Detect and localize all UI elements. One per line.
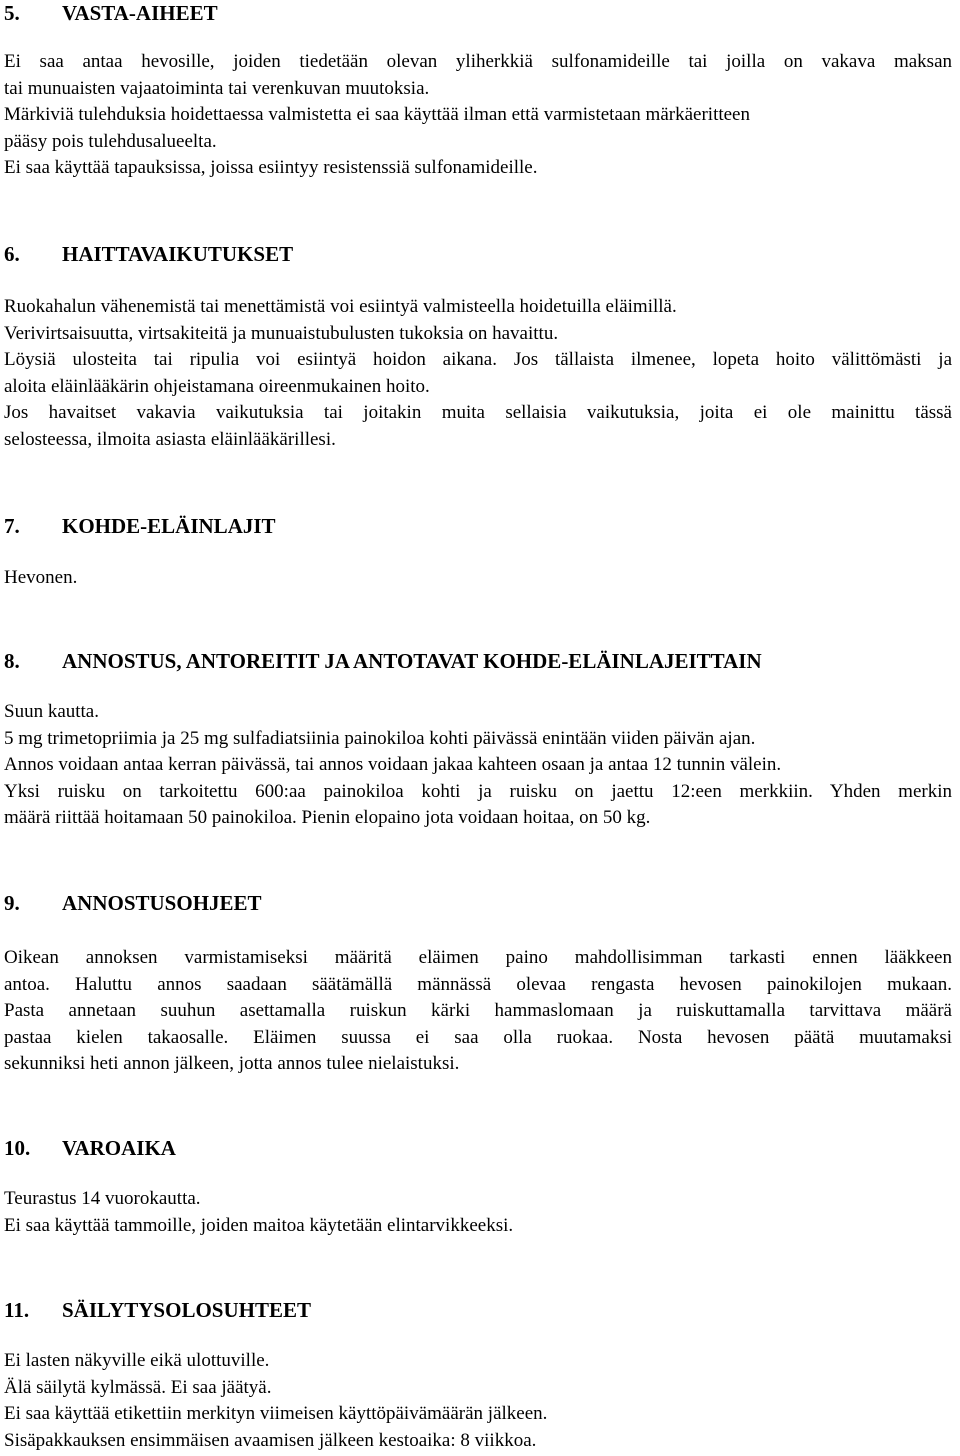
text-line: 5 mg trimetopriimia ja 25 mg sulfadiatsiinia painokiloa kohti päivässä enintään viiden päivän ajan. (4, 727, 756, 749)
text-line: Pasta annetaan suuhun asettamalla ruiskun kärki hammaslomaan ja ruiskuttamalla tarvittava määrä (4, 1000, 952, 1021)
section-adverse-effects (4, 241, 952, 450)
section-storage-conditions (4, 1297, 952, 1451)
text-line: aloita eläinlääkärin ohjeistamana oireenmukainen hoito. (4, 375, 430, 397)
section-number: 10. (4, 1136, 31, 1160)
text-line: Ei saa käyttää tammoille, joiden maitoa käytetään elintarvikkeeksi. (4, 1214, 514, 1236)
text-line: Ei saa antaa hevosille, joiden tiedetään olevan yliherkkiä sulfonamideille tai joilla on vakava maksan (4, 51, 952, 72)
section-title: SÄILYTYSOLOSUHTEET (62, 1298, 311, 1322)
text-line: Jos havaitset vakavia vaikutuksia tai joitakin muita sellaisia vaikutuksia, joita ei ole mainittu tässä (4, 402, 952, 423)
text-line: Yksi ruisku on tarkoitettu 600:aa painokiloa kohti ja ruisku on jaettu 12:een merkkiin. Yhden merkin (4, 780, 952, 802)
text-line: Verivirtsaisuutta, virtsakiteitä ja munuaistubulusten tukoksia on havaittu. (4, 322, 559, 344)
text-line: Annos voidaan antaa kerran päivässä, tai annos voidaan jakaa kahteen osaan ja antaa 12 tunnin välein. (4, 754, 782, 775)
text-line: sekunniksi heti annon jälkeen, jotta annos tulee nielaistuksi. (4, 1053, 460, 1074)
section-heading (4, 1297, 952, 1323)
section-heading (4, 241, 952, 267)
text-line: Märkiviä tulehduksia hoidettaessa valmistetta ei saa käyttää ilman että varmistetaan märkäeritteen (4, 104, 750, 125)
section-heading (4, 0, 952, 26)
section-body (4, 699, 952, 832)
section-title: ANNOSTUSOHJEET (62, 891, 262, 915)
section-heading (4, 1135, 952, 1161)
text-line: Ei lasten näkyville eikä ulottuville. (4, 1350, 270, 1371)
text-line: pääsy pois tulehdusalueelta. (4, 130, 217, 152)
section-title: VAROAIKA (62, 1136, 176, 1160)
text-line: Löysiä ulosteita tai ripulia voi esiintyä hoidon aikana. Jos tällaista ilmenee, lopeta hoito välittömästi ja (4, 349, 952, 370)
section-heading (4, 513, 952, 539)
text-line: Sisäpakkauksen ensimmäisen avaamisen jälkeen kestoaika: 8 viikkoa. (4, 1429, 537, 1451)
section-body (4, 945, 952, 1078)
section-number: 6. (4, 242, 20, 266)
section-withdrawal-period (4, 1135, 952, 1236)
text-line: Ruokahalun vähenemistä tai menettämistä voi esiintyä valmisteella hoidetuilla eläimillä. (4, 296, 677, 317)
section-body (4, 1348, 952, 1454)
text-line: pastaa kielen takaosalle. Eläimen suussa ei saa olla ruokaa. Nosta hevosen päätä muutamaksi (4, 1026, 952, 1048)
section-dosage (4, 648, 952, 828)
section-title: ANNOSTUS, ANTOREITIT JA ANTOTAVAT KOHDE-ELÄINLAJEITTAIN (62, 649, 762, 673)
section-title: KOHDE-ELÄINLAJIT (62, 514, 276, 538)
section-number: 11. (4, 1298, 30, 1322)
section-target-species (4, 513, 952, 588)
section-title: VASTA-AIHEET (62, 1, 218, 25)
text-line: antoa. Haluttu annos saadaan säätämällä männässä olevaa rengasta hevosen painokilojen mukaan. (4, 973, 952, 995)
section-body (4, 294, 952, 453)
section-title: HAITTAVAIKUTUKSET (62, 242, 294, 266)
section-number: 8. (4, 649, 20, 673)
text-line: selosteessa, ilmoita asiasta eläinlääkärillesi. (4, 428, 336, 450)
text-line: Oikean annoksen varmistamiseksi määritä eläimen paino mahdollisimman tarkasti ennen lääkkeen (4, 947, 952, 968)
section-number: 5. (4, 1, 20, 25)
section-body (4, 49, 952, 182)
text-line: määrä riittää hoitamaan 50 painokiloa. Pienin elopaino jota voidaan hoitaa, on 50 kg. (4, 807, 651, 828)
section-number: 7. (4, 514, 20, 538)
text-line: Hevonen. (4, 567, 78, 588)
section-heading (4, 890, 952, 916)
text-line: Älä säilytä kylmässä. Ei saa jäätyä. (4, 1376, 272, 1398)
section-heading (4, 648, 952, 674)
section-number: 9. (4, 891, 20, 915)
section-body (4, 565, 952, 592)
section-dosing-instructions (4, 890, 952, 1074)
text-line: Teurastus 14 vuorokautta. (4, 1188, 201, 1209)
text-line: Suun kautta. (4, 701, 99, 722)
text-line: Ei saa käyttää tapauksissa, joissa esiintyy resistenssiä sulfonamideille. (4, 157, 538, 178)
section-contraindications (4, 0, 952, 178)
section-body (4, 1186, 952, 1239)
text-line: tai munuaisten vajaatoiminta tai verenkuvan muutoksia. (4, 77, 430, 99)
text-line: Ei saa käyttää etikettiin merkityn viimeisen käyttöpäivämäärän jälkeen. (4, 1403, 548, 1424)
